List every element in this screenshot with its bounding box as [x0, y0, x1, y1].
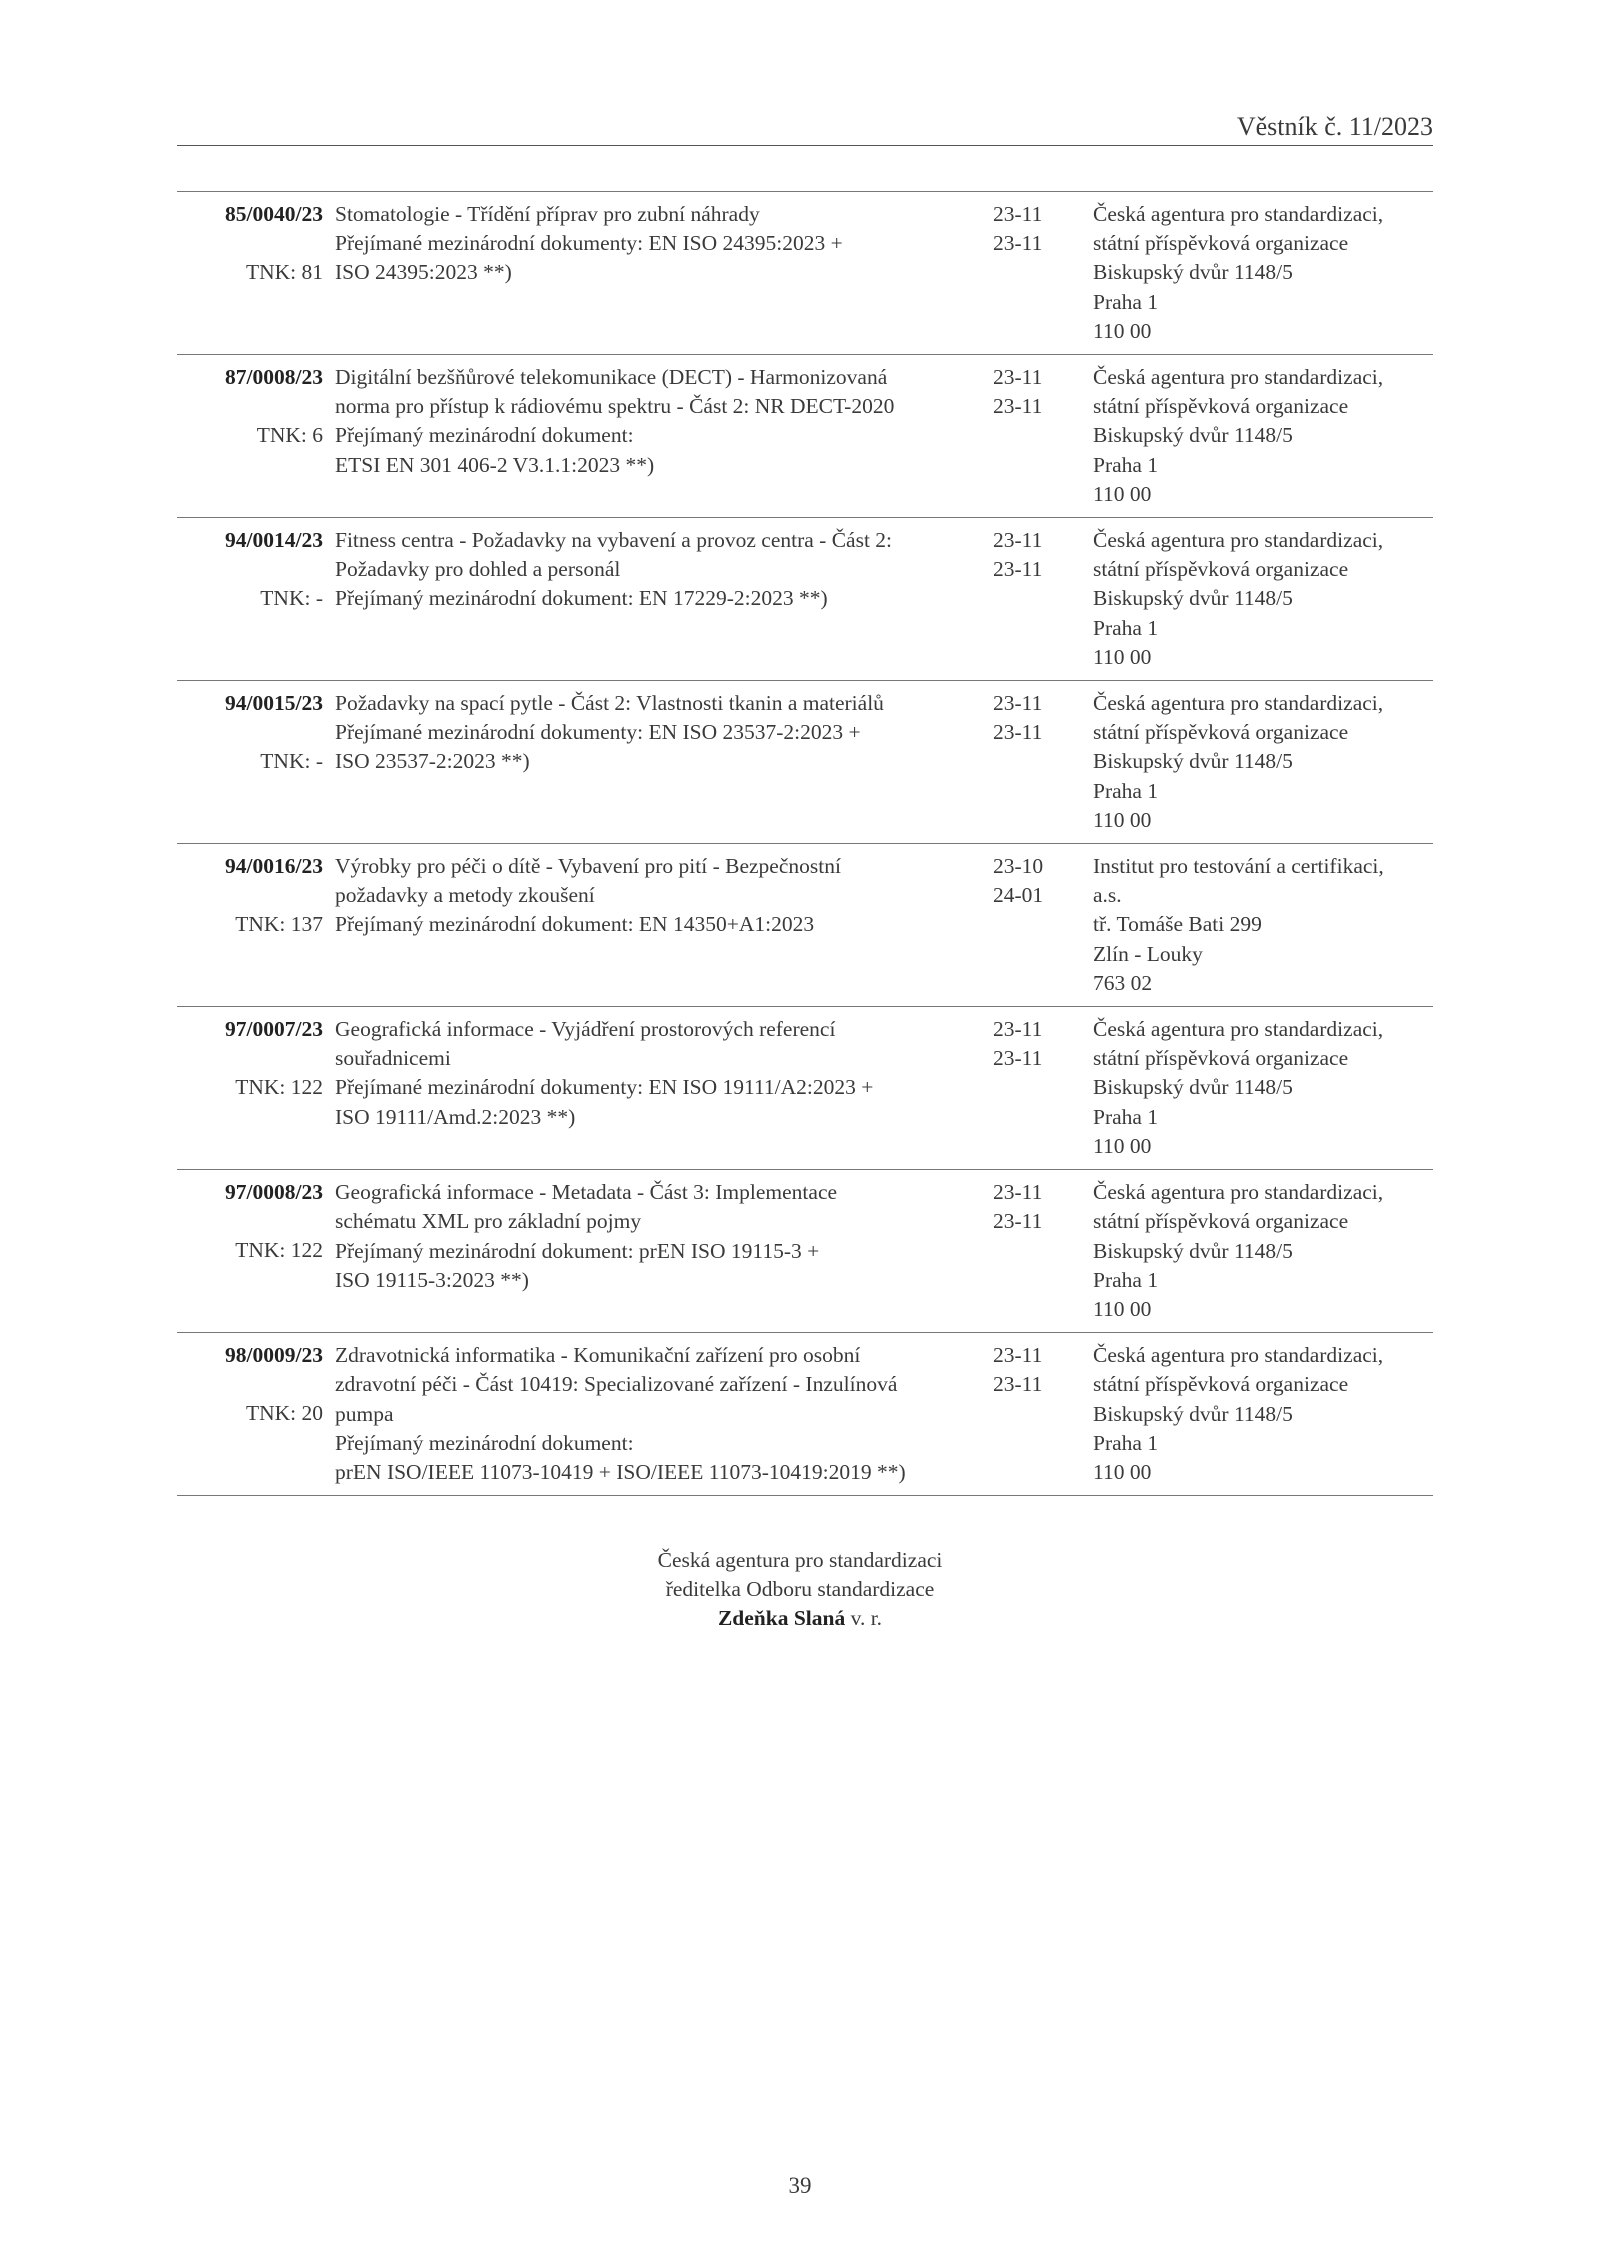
standard-entry-row [177, 518, 1433, 681]
entry-tnk: TNK: 20 [245, 1401, 323, 1426]
entry-code: 94/0015/23 [225, 691, 323, 716]
entry-address-line: Praha 1 [1093, 289, 1159, 314]
entry-address-line: 110 00 [1093, 481, 1152, 506]
entry-code: 87/0008/23 [225, 365, 323, 390]
entry-tnk: TNK: 137 [235, 912, 323, 937]
entry-address-line: Biskupský dvůr 1148/5 [1093, 586, 1293, 611]
entry-description-cell [323, 192, 993, 355]
entry-address-cell [1093, 355, 1433, 518]
entry-description-line: souřadnicemi [335, 1046, 451, 1071]
entry-address-line: Česká agentura pro standardizaci, [1093, 528, 1384, 553]
entry-description-line: Požadavky na spací pytle - Část 2: Vlastnosti tkanin a materiálů [335, 691, 884, 716]
entry-address-line: Praha 1 [1093, 778, 1159, 803]
entry-description-line: Přejímaný mezinárodní dokument: [335, 1430, 634, 1455]
entry-address-line: státní příspěvková organizace [1093, 557, 1349, 582]
entry-address-line: Biskupský dvůr 1148/5 [1093, 423, 1293, 448]
entry-address-line: 110 00 [1093, 318, 1152, 343]
entry-address-line: 110 00 [1093, 644, 1152, 669]
standard-entry-row [177, 355, 1433, 518]
entry-description-line: ISO 19115-3:2023 **) [335, 1267, 529, 1292]
entry-date: 24-01 [993, 883, 1044, 908]
entry-address-line: Česká agentura pro standardizaci, [1093, 1180, 1384, 1205]
entry-date: 23-11 [993, 202, 1043, 226]
entry-description-line: pumpa [335, 1401, 394, 1426]
entry-address-line: Biskupský dvůr 1148/5 [1093, 1238, 1293, 1263]
page-number: 39 [788, 2173, 812, 2198]
entry-code: 97/0007/23 [225, 1017, 323, 1042]
entry-date: 23-11 [993, 394, 1043, 419]
entry-description-cell [323, 1170, 993, 1333]
entry-date: 23-11 [993, 720, 1043, 745]
entry-description-line: ISO 24395:2023 **) [335, 260, 512, 285]
signatory-name: Zdeňka Slaná [717, 1606, 846, 1630]
entry-tnk: TNK: 122 [235, 1238, 323, 1263]
entry-id-cell [177, 1007, 323, 1170]
entry-address-cell [1093, 844, 1433, 1007]
entry-id-cell [177, 518, 323, 681]
entry-code: 97/0008/23 [225, 1180, 323, 1205]
entry-dates-cell [993, 355, 1093, 518]
entry-address-line: Institut pro testování a certifikaci, [1093, 854, 1384, 879]
entry-date: 23-11 [993, 1343, 1043, 1368]
entry-description-line: Přejímané mezinárodní dokumenty: EN ISO 19111/A2:2023 + [335, 1075, 874, 1100]
entry-id-cell [177, 355, 323, 518]
entry-description-cell [323, 844, 993, 1007]
entry-address-line: a.s. [1093, 883, 1122, 908]
entry-code: 85/0040/23 [225, 202, 323, 226]
entry-tnk: TNK: 6 [256, 423, 323, 448]
entry-address-line: 110 00 [1093, 1459, 1152, 1484]
entry-address-line: tř. Tomáše Bati 299 [1093, 912, 1262, 937]
entry-address-line: Česká agentura pro standardizaci, [1093, 1343, 1384, 1368]
entry-address-line: Biskupský dvůr 1148/5 [1093, 1401, 1293, 1426]
entry-description-line: Výrobky pro péči o dítě - Vybavení pro pití - Bezpečnostní [335, 854, 841, 879]
entry-address-cell [1093, 1007, 1433, 1170]
entry-date: 23-11 [993, 1209, 1043, 1234]
entry-address-line: státní příspěvková organizace [1093, 1372, 1349, 1397]
standard-entry-row [177, 1170, 1433, 1333]
entry-tnk: TNK: - [260, 749, 323, 774]
entry-dates-cell [993, 844, 1093, 1007]
entry-address-line: státní příspěvková organizace [1093, 231, 1349, 256]
standard-entry-row [177, 192, 1433, 355]
entry-address-line: 763 02 [1093, 970, 1153, 995]
entry-description-line: Přejímaný mezinárodní dokument: prEN ISO 19115-3 + [335, 1238, 820, 1263]
entry-dates-cell [993, 681, 1093, 844]
entry-id-cell [177, 192, 323, 355]
entry-date: 23-11 [993, 691, 1043, 716]
entry-id-cell [177, 1333, 323, 1496]
journal-title: Věstník č. 11/2023 [1236, 112, 1433, 141]
entry-description-line: požadavky a metody zkoušení [335, 883, 595, 908]
entry-description-line: norma pro přístup k rádiovému spektru - Část 2: NR DECT-2020 [335, 394, 895, 419]
entry-dates-cell [993, 1333, 1093, 1496]
entry-tnk: TNK: - [260, 586, 323, 611]
entry-id-cell [177, 681, 323, 844]
entry-address-line: Zlín - Louky [1093, 941, 1203, 966]
entry-address-line: státní příspěvková organizace [1093, 394, 1349, 419]
entry-id-cell [177, 844, 323, 1007]
entry-description-line: Přejímané mezinárodní dokumenty: EN ISO 24395:2023 + [335, 231, 843, 256]
entry-tnk: TNK: 122 [235, 1075, 323, 1100]
entry-description-line: prEN ISO/IEEE 11073-10419 + ISO/IEEE 11073-10419:2019 **) [335, 1459, 906, 1484]
entry-code: 94/0014/23 [225, 528, 323, 553]
entry-description-cell [323, 1007, 993, 1170]
entry-address-line: Česká agentura pro standardizaci, [1093, 365, 1384, 390]
entry-description-line: ISO 19111/Amd.2:2023 **) [335, 1104, 576, 1129]
entry-dates-cell [993, 192, 1093, 355]
entry-address-line: státní příspěvková organizace [1093, 1046, 1349, 1071]
entry-address-cell [1093, 1333, 1433, 1496]
entry-description-line: ISO 23537-2:2023 **) [335, 749, 530, 774]
entry-date: 23-11 [993, 557, 1043, 582]
entry-address-line: Praha 1 [1093, 615, 1159, 640]
entry-description-line: Přejímané mezinárodní dokumenty: EN ISO 23537-2:2023 + [335, 720, 861, 745]
entry-address-line: 110 00 [1093, 1296, 1152, 1321]
entry-description-line: schématu XML pro základní pojmy [335, 1209, 642, 1234]
entry-dates-cell [993, 1007, 1093, 1170]
entry-address-line: Česká agentura pro standardizaci, [1093, 202, 1384, 226]
entry-address-cell [1093, 518, 1433, 681]
signature-position: ředitelka Odboru standardizace [665, 1577, 935, 1601]
entry-description-line: Zdravotnická informatika - Komunikační zařízení pro osobní [335, 1343, 861, 1368]
entry-address-cell [1093, 192, 1433, 355]
standards-table-body [177, 192, 1433, 1496]
entry-description-line: Geografická informace - Metadata - Část 3: Implementace [335, 1180, 838, 1205]
standard-entry-row [177, 1007, 1433, 1170]
entry-date: 23-11 [993, 365, 1043, 390]
entry-date: 23-11 [993, 1046, 1043, 1071]
entry-tnk: TNK: 81 [245, 260, 323, 285]
entry-date: 23-11 [993, 1180, 1043, 1205]
entry-address-line: Biskupský dvůr 1148/5 [1093, 749, 1293, 774]
entry-date: 23-11 [993, 1372, 1043, 1397]
entry-address-line: Praha 1 [1093, 1267, 1159, 1292]
entry-address-line: Česká agentura pro standardizaci, [1093, 1017, 1384, 1042]
entry-date: 23-11 [993, 231, 1043, 256]
entry-description-line: Přejímaný mezinárodní dokument: [335, 423, 634, 448]
entry-address-line: Praha 1 [1093, 1430, 1159, 1455]
entry-description-cell [323, 681, 993, 844]
signature-block [560, 1546, 1040, 1633]
entry-id-cell [177, 1170, 323, 1333]
signature-suffix: v. r. [845, 1606, 883, 1630]
entry-address-line: 110 00 [1093, 807, 1152, 832]
signature-organization: Česká agentura pro standardizaci [657, 1548, 943, 1572]
standard-entry-row [177, 844, 1433, 1007]
entry-address-line: státní příspěvková organizace [1093, 720, 1349, 745]
entry-description-line: Digitální bezšňůrové telekomunikace (DECT) - Harmonizovaná [335, 365, 888, 390]
entry-description-cell [323, 355, 993, 518]
entry-description-cell [323, 518, 993, 681]
entry-description-line: Fitness centra - Požadavky na vybavení a provoz centra - Část 2: [335, 528, 893, 553]
entry-description-line: zdravotní péči - Část 10419: Specializované zařízení - Inzulínová [335, 1372, 898, 1397]
entry-address-cell [1093, 681, 1433, 844]
entry-description-line: Geografická informace - Vyjádření prostorových referencí [335, 1017, 836, 1042]
entry-description-line: ETSI EN 301 406-2 V3.1.1:2023 **) [335, 452, 655, 477]
entry-address-line: státní příspěvková organizace [1093, 1209, 1349, 1234]
entry-date: 23-11 [993, 1017, 1043, 1042]
standards-table [177, 191, 1433, 1496]
entry-description-line: Požadavky pro dohled a personál [335, 557, 621, 582]
entry-date: 23-10 [993, 854, 1044, 879]
entry-dates-cell [993, 1170, 1093, 1333]
entry-dates-cell [993, 518, 1093, 681]
entry-address-cell [1093, 1170, 1433, 1333]
standard-entry-row [177, 681, 1433, 844]
entry-address-line: Biskupský dvůr 1148/5 [1093, 260, 1293, 285]
entry-description-line: Přejímaný mezinárodní dokument: EN 17229-2:2023 **) [335, 586, 828, 611]
entry-description-line: Stomatologie - Třídění příprav pro zubní náhrady [335, 202, 760, 226]
standard-entry-row [177, 1333, 1433, 1496]
entry-address-line: Biskupský dvůr 1148/5 [1093, 1075, 1293, 1100]
entry-address-line: Praha 1 [1093, 452, 1159, 477]
entry-description-line: Přejímaný mezinárodní dokument: EN 14350+A1:2023 [335, 912, 815, 937]
entry-address-line: 110 00 [1093, 1133, 1152, 1158]
entry-description-cell [323, 1333, 993, 1496]
entry-address-line: Česká agentura pro standardizaci, [1093, 691, 1384, 716]
entry-address-line: Praha 1 [1093, 1104, 1159, 1129]
entry-code: 98/0009/23 [225, 1343, 323, 1368]
signature-name-line [560, 1604, 1040, 1633]
entry-date: 23-11 [993, 528, 1043, 553]
entry-code: 94/0016/23 [225, 854, 323, 879]
header-divider [177, 145, 1433, 146]
